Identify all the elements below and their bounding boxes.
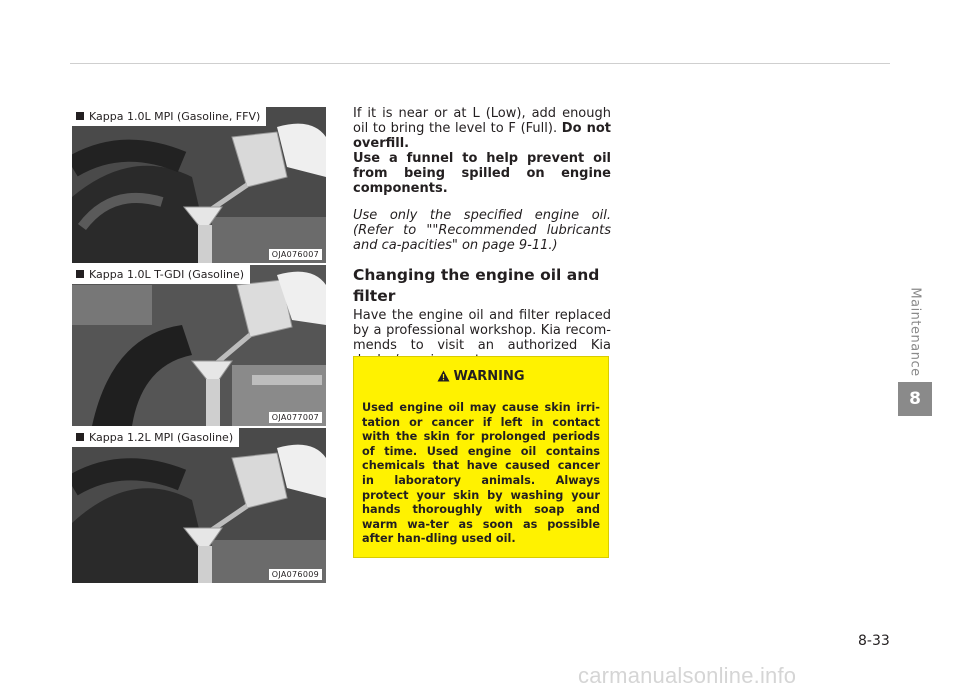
note-specified-oil: Use only the specified engine oil. (Refer to ""Recommended lubricants and ca-pacities" on page 9-11.) — [353, 208, 611, 253]
figure-caption — [72, 428, 239, 447]
warning-title-text: WARNING — [453, 369, 525, 384]
chapter-tab: 8 — [898, 382, 932, 416]
warning-title — [362, 369, 600, 385]
figure-caption-text: Kappa 1.0L T-GDI (Gasoline) — [89, 268, 245, 281]
engine-oil-fill-illustration — [72, 265, 326, 426]
top-rule — [70, 63, 890, 64]
warning-triangle-icon — [437, 370, 450, 382]
figure-code: OJA077007 — [269, 412, 322, 423]
section-heading: Changing the engine oil and filter — [353, 266, 600, 305]
paragraph-bold-text: Do not overfill. — [353, 121, 611, 151]
text-column — [353, 106, 611, 368]
paragraph-use-funnel: Use a funnel to help prevent oil from being spilled on engine components. — [353, 151, 611, 196]
figure-kappa-1-0l-mpi — [72, 107, 326, 263]
figure-caption-text: Kappa 1.2L MPI (Gasoline) — [89, 431, 234, 444]
warning-box — [353, 356, 609, 558]
paragraph-text: If it is near or at L (Low), add enough oil to bring the level to F (Full). — [353, 106, 611, 136]
figure-kappa-1-2l-mpi — [72, 428, 326, 583]
engine-oil-fill-illustration — [72, 107, 326, 263]
figure-caption — [72, 265, 250, 284]
paragraph-replace-oil: Have the engine oil and filter replaced by a professional workshop. Kia recom-mends to visit an authorized Kia — [353, 308, 611, 353]
paragraph-add-oil — [353, 106, 611, 151]
bullet-square-icon — [76, 112, 84, 120]
section-label — [898, 282, 932, 382]
figure-code: OJA076009 — [269, 569, 322, 580]
figure-kappa-1-0l-tgdi — [72, 265, 326, 426]
figure-caption — [72, 107, 266, 126]
watermark: carmanualsonline.info — [578, 663, 797, 688]
warning-body: Used engine oil may cause skin irri-tation or cancer if left in contact with the skin for prolonged periods of time. Used engine oil contains chemicals that have caused cancer in laboratory animals. Always protect your skin by washing your hands thoroughly with soap and warm wa-ter as soon as possible after han-dling used oil. — [362, 401, 600, 546]
figure-caption-text: Kappa 1.0L MPI (Gasoline, FFV) — [89, 110, 261, 123]
figure-code: OJA076007 — [269, 249, 322, 260]
bullet-square-icon — [76, 270, 84, 278]
engine-oil-fill-illustration — [72, 428, 326, 583]
page-number: 8-33 — [858, 633, 890, 649]
bullet-square-icon — [76, 433, 84, 441]
section-label-text: Maintenance — [907, 287, 923, 377]
